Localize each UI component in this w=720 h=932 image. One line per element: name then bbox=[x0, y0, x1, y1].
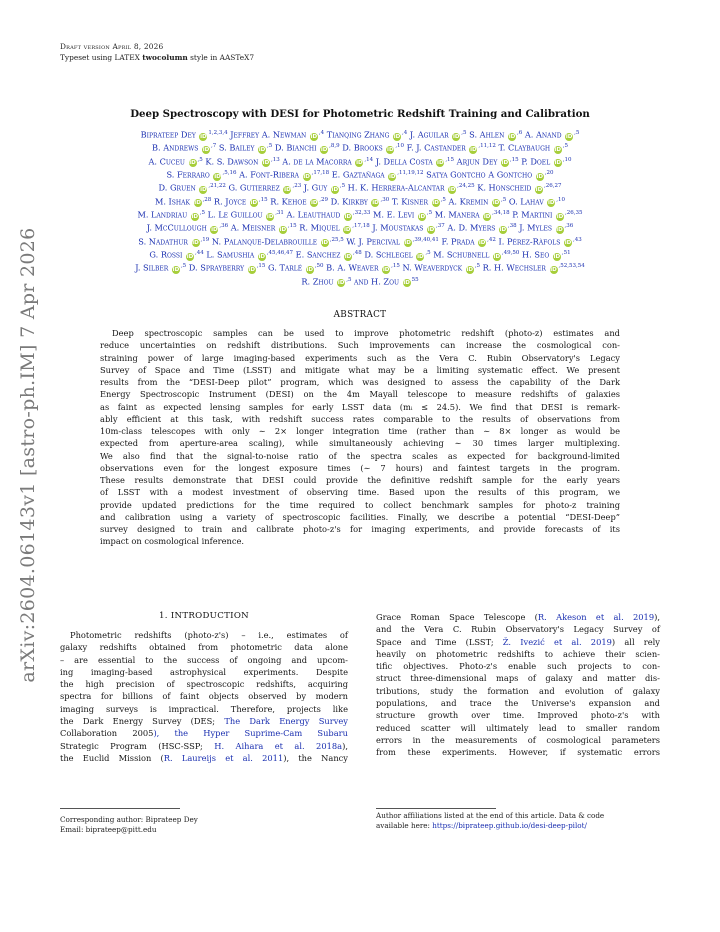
orcid-icon[interactable]: iD bbox=[550, 267, 557, 274]
orcid-icon[interactable]: iD bbox=[214, 173, 221, 180]
footnote-rule-right bbox=[376, 808, 496, 809]
citation-link[interactable]: Ž. Ivezić et al. 2019 bbox=[502, 636, 612, 647]
abstract-line: and calibration using a variety of spectroscopic facilities. Finally, we describe a potential “DESI-Deep” bbox=[100, 511, 620, 522]
typeset-line: Typeset using LATEX twocolumn style in AASTeX7 bbox=[60, 53, 255, 62]
abstract-line: impact on cosmological inference. bbox=[100, 536, 245, 547]
author-list bbox=[60, 128, 660, 288]
orcid-icon[interactable]: iD bbox=[556, 227, 563, 234]
orcid-icon[interactable]: iD bbox=[192, 240, 199, 247]
data-code-line: available here: https://biprateep.github.io/desi-deep-pilot/ bbox=[376, 821, 587, 831]
orcid-icon[interactable]: iD bbox=[194, 200, 201, 207]
abstract-heading: ABSTRACT bbox=[333, 310, 387, 320]
orcid-icon[interactable]: iD bbox=[404, 240, 411, 247]
orcid-icon[interactable]: iD bbox=[417, 253, 424, 260]
abstract-line: Energy Spectroscopic Instrument (DESI) on the 4m Mayall telescope to measure redshifts of galaxies bbox=[100, 389, 620, 400]
abstract-line: reduce uncertainties on redshift distributions. Such improvements can increase the cosmological con- bbox=[100, 340, 620, 351]
orcid-icon[interactable]: iD bbox=[427, 227, 435, 234]
arxiv-sidebar bbox=[8, 227, 48, 683]
orcid-icon[interactable]: iD bbox=[547, 200, 555, 207]
orcid-icon[interactable]: iD bbox=[564, 240, 572, 247]
orcid-icon[interactable]: iD bbox=[211, 227, 218, 234]
author-line: M. Ishak $iD^{,28}$ R. Joyce $iD^{,15}$ R. Kehoe $iD^{,29}$ D. Kirkby $iD^{,30}$ T. Kisner $iD^{,5}$ A. Kremin $iD^{,5}$ O. Lahav $iD^{,10}$ bbox=[154, 196, 566, 207]
abstract-line: Survey of Space and Time (LSST) and mitigate what may be a limiting systematic effect. We present bbox=[100, 364, 620, 375]
orcid-icon[interactable]: iD bbox=[344, 253, 352, 260]
orcid-icon[interactable]: iD bbox=[200, 187, 207, 194]
author-line: J. Silber $iD^{,5}$ D. Sprayberry $iD^{,15}$ G. Tarlé $iD^{,50}$ B. A. Weaver $iD^{,15}$ N. Weaverdyck $iD^{,5}$ R. H. Wechsler $iD^{,52,53,54}$ bbox=[135, 263, 585, 274]
orcid-icon[interactable]: iD bbox=[258, 147, 266, 154]
section-heading-introduction: 1. INTRODUCTION bbox=[159, 611, 249, 621]
text-line: and the Vera C. Rubin Observatory's Legacy Survey of bbox=[376, 624, 660, 635]
citation-link[interactable]: H. Aihara et al. 2018a bbox=[214, 740, 343, 751]
text-line: galaxy redshifts obtained from photometric data alone bbox=[60, 642, 348, 653]
corresponding-author-note bbox=[60, 815, 198, 836]
orcid-icon[interactable]: iD bbox=[306, 267, 314, 274]
orcid-icon[interactable]: iD bbox=[303, 173, 310, 180]
author-line: G. Rossi $iD^{,44}$ L. Samushia $iD^{,45,46,47}$ E. Sanchez $iD^{,48}$ D. Schlegel $iD^{,5}$ M. Schubnell $iD^{,49,50}$ H. Seo $iD^{,51}$ bbox=[149, 249, 571, 260]
text-line: the Dark Energy Survey (DES; The Dark Energy Survey bbox=[60, 716, 348, 727]
orcid-icon[interactable]: iD bbox=[191, 213, 199, 220]
text-line: Grace Roman Space Telescope (R. Akeson et al. 2019), bbox=[376, 612, 660, 622]
orcid-icon[interactable]: iD bbox=[172, 267, 180, 274]
orcid-icon[interactable]: iD bbox=[535, 187, 543, 194]
citation-link[interactable]: R. Laureijs et al. 2011 bbox=[163, 752, 284, 763]
orcid-icon[interactable]: iD bbox=[554, 160, 562, 167]
text-line: Collaboration 2005), the Hyper Suprime-Cam Subaru bbox=[60, 728, 348, 739]
abstract-line: We also find that the signal-to-noise ratio of the spectra scales as expected for background-limited bbox=[100, 450, 620, 461]
author-line: J. McCullough $iD^{,36}$ A. Meisner $iD^{,15}$ R. Miquel $iD^{,17,18}$ J. Moustakas $iD^{,37}$ A. D. Myers $iD^{,38}$ J. Myles $iD^{,36}$ bbox=[146, 223, 574, 234]
text-line: imaging surveys is impractical. Therefore, projects like bbox=[60, 703, 348, 714]
abstract-line: Deep spectroscopic samples can be used to improve photometric redshift (photo-z) estimates and bbox=[112, 328, 620, 338]
orcid-icon[interactable]: iD bbox=[387, 147, 394, 154]
text-line: from these experiments. However, if systematic errors bbox=[376, 747, 660, 758]
orcid-icon[interactable]: iD bbox=[344, 213, 352, 220]
author-line: S. Ferraro $iD^{,5,16}$ A. Font-Ribera $iD^{,17,18}$ E. Gaztañaga $iD^{,11,19,12}$ Satya Gontcho A Gontcho $iD^{,20}$ bbox=[166, 169, 554, 180]
orcid-icon[interactable]: iD bbox=[448, 187, 456, 194]
citation-link[interactable]: R. Akeson et al. 2019 bbox=[537, 612, 655, 622]
abstract-line: 10m-class telescopes with only ∼ 2× longer integration time (rather than ∼ 8× longer as would be bbox=[100, 426, 620, 436]
orcid-icon[interactable]: iD bbox=[536, 173, 544, 180]
orcid-icon[interactable]: iD bbox=[556, 213, 564, 220]
orcid-icon[interactable]: iD bbox=[393, 133, 401, 140]
orcid-icon[interactable]: iD bbox=[311, 200, 318, 207]
abstract-line: observations even for the longest exposure times (∼ 7 hours) and faintest targets in the program. bbox=[100, 462, 620, 473]
orcid-icon[interactable]: iD bbox=[403, 280, 410, 287]
data-code-link[interactable]: https://biprateep.github.io/desi-deep-pilot/ bbox=[432, 821, 587, 831]
text-line: heavily on photometric redshifts to achieve their scien- bbox=[376, 648, 660, 659]
text-line: reduced scatter will ultimately lead to smaller random bbox=[376, 722, 660, 733]
draft-version: Draft version April 8, 2026 bbox=[60, 42, 164, 51]
author-line: Biprateep Dey iD$^{1,2,3,4}$ Jeffrey A. Newman $iD^{,4}$ Tianqing Zhang $iD^{,4}$ J. Aguilar $iD^{,5}$ S. Ahlen $iD^{,6}$ A. Anand $iD^{,5}$ bbox=[140, 129, 580, 140]
text-line: – are essential to the success of ongoing and upcom- bbox=[60, 654, 348, 665]
orcid-icon[interactable]: iD bbox=[483, 213, 491, 220]
text-line: Space and Time (LSST; Ž. Ivezić et al. 2019) all rely bbox=[376, 636, 660, 647]
citation-link[interactable]: The Dark Energy Survey bbox=[224, 716, 348, 727]
orcid-icon[interactable]: iD bbox=[493, 253, 501, 260]
orcid-icon[interactable]: iD bbox=[284, 187, 291, 194]
orcid-icon[interactable]: iD bbox=[321, 240, 329, 247]
author-line: R. Zhou $iD^{,5}$ and H. Zou $iD^{55}$ bbox=[301, 276, 419, 287]
orcid-icon[interactable]: iD bbox=[186, 253, 194, 260]
orcid-icon[interactable]: iD bbox=[248, 267, 255, 274]
text-line: ing imaging-based astrophysical experiments. Despite bbox=[60, 666, 348, 677]
corresponding-author: Corresponding author: Biprateep Dey bbox=[60, 815, 198, 824]
orcid-icon[interactable]: iD bbox=[320, 147, 328, 154]
orcid-icon[interactable]: iD bbox=[189, 160, 196, 167]
author-email: Email: biprateep@pitt.edu bbox=[60, 825, 157, 835]
abstract-line: These results demonstrate that DESI could provide the definitive redshift sample for the early years bbox=[100, 475, 620, 485]
orcid-icon[interactable]: iD bbox=[492, 200, 500, 207]
orcid-icon[interactable]: iD bbox=[553, 253, 561, 260]
author-line: A. Cuceu $iD^{,5}$ K. S. Dawson $iD^{,13}$ A. de la Macorra $iD^{,14}$ J. Della Costa $iD^{,15}$ Arjun Dey $iD^{,15}$ P. Doel $iD^{,10}$ bbox=[148, 156, 572, 167]
author-line: M. Landriau $iD^{,5}$ L. Le Guillou $iD^{,31}$ A. Leauthaud $iD^{,32,33}$ M. E. Levi $iD^{,5}$ M. Manera $iD^{,34,18}$ P. Martini $iD^{,26,35}$ bbox=[137, 209, 583, 220]
text-line: spectra for billions of faint objects observed by modern bbox=[60, 691, 348, 702]
text-line: struct three-dimensional maps of galaxy and matter dis- bbox=[376, 673, 660, 684]
orcid-icon[interactable]: iD bbox=[432, 200, 439, 207]
footnote-rule-left bbox=[60, 808, 180, 809]
orcid-icon[interactable]: iD bbox=[499, 227, 507, 234]
text-line: the high precision of spectroscopic redshifts, acquiring bbox=[60, 679, 348, 690]
orcid-icon[interactable]: iD bbox=[331, 187, 339, 194]
draft-header bbox=[60, 41, 254, 63]
abstract-line: expected from aperture-area scaling), while simultaneously achieving ∼ 30 times larger multiplexing. bbox=[100, 438, 620, 449]
text-line: structure growth over time. Improved photo-z's with bbox=[376, 710, 660, 721]
abstract-line: provide updated predictions for the time required to collect benchmark samples for photo-z training bbox=[100, 499, 620, 510]
orcid-icon[interactable]: iD bbox=[470, 147, 477, 154]
abstract-line: straining power of large imaging-based experiments such as the Vera C. Rubin Observatory's Legacy bbox=[100, 352, 620, 363]
intro-right-column bbox=[376, 611, 660, 759]
orcid-icon[interactable]: iD bbox=[501, 160, 509, 167]
text-line: the Euclid Mission (R. Laureijs et al. 2011), the Nancy bbox=[60, 752, 348, 763]
author-line: B. Andrews $iD^{,7}$ S. Bailey $iD^{,5}$ D. Bianchi $iD^{,8,9}$ D. Brooks $iD^{,10}$ F. J. Castander $iD^{,11,12}$ T. Claybaugh $iD^{,5}$ bbox=[152, 143, 568, 154]
orcid-icon[interactable]: iD bbox=[202, 147, 210, 154]
text-line: errors in the measurements of cosmological parameters bbox=[376, 734, 660, 745]
affiliation-note bbox=[376, 811, 604, 832]
arxiv-identifier: arXiv:2604.06143v1 [astro-ph.IM] 7 Apr 2026 bbox=[17, 227, 39, 683]
abstract-line: of LSST with a modest investment of observing time. Based upon the results of this program, we bbox=[100, 487, 620, 498]
orcid-icon[interactable]: iD bbox=[266, 213, 274, 220]
orcid-icon[interactable]: iD bbox=[388, 173, 396, 180]
orcid-icon[interactable]: iD bbox=[250, 200, 258, 207]
text-line: tributions, study the formation and evolution of galaxy bbox=[376, 685, 660, 696]
orcid-icon[interactable]: iD bbox=[372, 200, 379, 207]
text-line: Strategic Program (HSC-SSP; H. Aihara et al. 2018a), bbox=[60, 740, 348, 751]
orcid-icon[interactable]: iD bbox=[437, 160, 444, 167]
abstract-body bbox=[100, 327, 620, 548]
abstract-line: as faint as expected lensing samples for early LSST data (mᵢ ≤ 24.5). We find that DESI is remark- bbox=[100, 401, 620, 412]
text-line: populations, and trace the Universe's expansion and bbox=[376, 698, 660, 709]
orcid-icon[interactable]: iD bbox=[356, 160, 363, 167]
orcid-icon[interactable]: iD bbox=[310, 133, 318, 140]
citation-link[interactable]: ), the Hyper Suprime-Cam Subaru bbox=[153, 728, 348, 739]
orcid-icon[interactable]: iD bbox=[258, 253, 266, 260]
orcid-icon[interactable]: iD bbox=[279, 227, 287, 234]
abstract-line: survey designed to train and calibrate photo-z's for imaging experiments, and provide forecasts of its bbox=[100, 524, 620, 534]
orcid-icon[interactable]: iD bbox=[200, 133, 207, 140]
text-line: Photometric redshifts (photo-z's) – i.e., estimates of bbox=[70, 630, 348, 640]
orcid-icon[interactable]: iD bbox=[466, 267, 474, 274]
orcid-icon[interactable]: iD bbox=[337, 280, 345, 287]
orcid-icon[interactable]: iD bbox=[382, 267, 390, 274]
orcid-icon[interactable]: iD bbox=[508, 133, 516, 140]
text-line: tific objectives. Photo-z's enable such projects to con- bbox=[376, 661, 660, 672]
author-line: S. Nadathur $iD^{,19}$ N. Palanque-Delabrouille $iD^{,25,5}$ W. J. Percival $iD^{,39,40,41}$ F. Prada $iD^{,42}$ I. Pérez-Ràfols $iD^{,43}$ bbox=[138, 236, 582, 247]
orcid-icon[interactable]: iD bbox=[418, 213, 426, 220]
paper-title: Deep Spectroscopy with DESI for Photometric Redshift Training and Calibration bbox=[130, 108, 590, 120]
affiliation-text: Author affiliations listed at the end of this article. Data & code bbox=[376, 811, 605, 820]
abstract-line: results from the “DESI-Deep pilot” program, which was designed to assess the capability of the Dark bbox=[100, 377, 620, 387]
intro-left-column bbox=[60, 629, 348, 764]
orcid-icon[interactable]: iD bbox=[478, 240, 486, 247]
abstract-line: ably efficient at this task, with redshift success rates comparable to the results of observations from bbox=[100, 413, 620, 424]
orcid-icon[interactable]: iD bbox=[453, 133, 460, 140]
orcid-icon[interactable]: iD bbox=[554, 147, 561, 154]
orcid-icon[interactable]: iD bbox=[565, 133, 573, 140]
orcid-icon[interactable]: iD bbox=[262, 160, 270, 167]
author-line: D. Gruen $iD^{,21,22}$ G. Gutierrez $iD^{,23}$ J. Guy $iD^{,5}$ H. K. Herrera-Alcantar $iD^{,24,25}$ K. Honscheid $iD^{,26,27}$ bbox=[158, 183, 562, 194]
orcid-icon[interactable]: iD bbox=[344, 227, 351, 234]
